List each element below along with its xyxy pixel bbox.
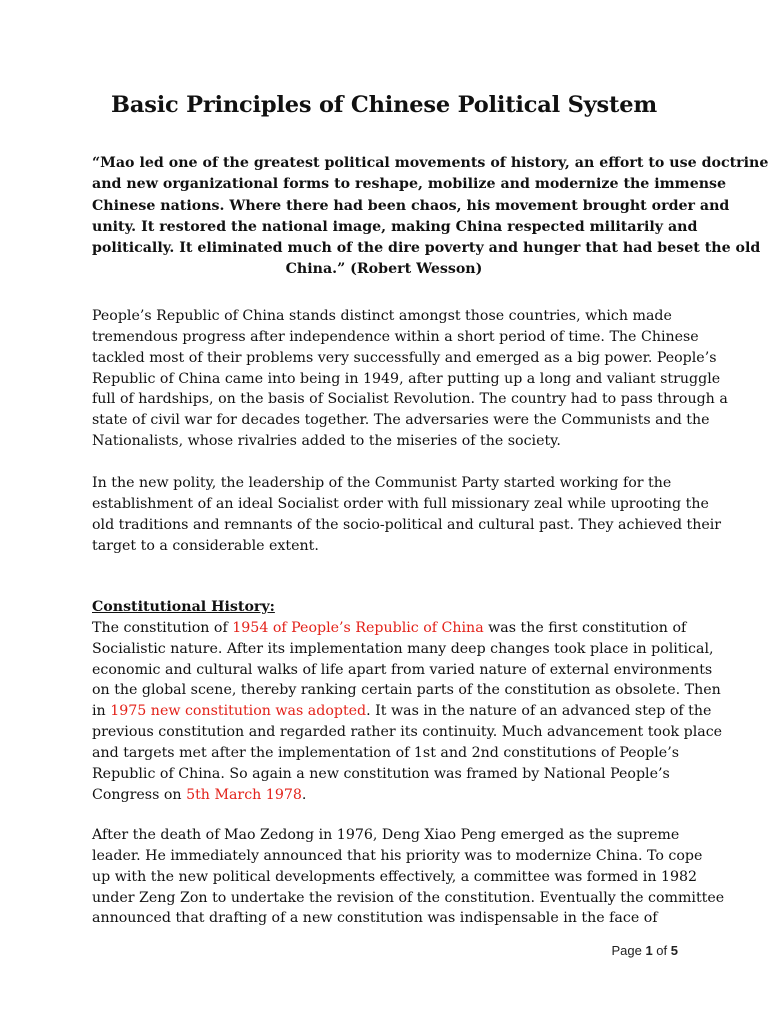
quote-line: “Mao led one of the greatest political movements of history, an effort to use doctrine <box>92 155 768 171</box>
quote-line: Chinese nations. Where there had been chaos, his movement brought order and <box>92 197 730 214</box>
text-line: The constitution of 1954 of People’s Republic of China was the first constitution of <box>92 619 687 636</box>
text-line: on the global scene, thereby ranking certain parts of the constitution as obsolete. Then <box>92 682 721 699</box>
text-line: under Zeng Zon to undertake the revision of the constitution. Eventually the committee <box>92 889 725 906</box>
text-line: state of civil war for decades together. The adversaries were the Communists and the <box>92 412 710 429</box>
text-line: leader. He immediately announced that his priority was to modernize China. To cope <box>92 847 703 864</box>
text-line: Congress on 5th March 1978. <box>92 786 307 803</box>
paragraph-intro <box>92 306 728 452</box>
page-title: Basic Principles of Chinese Political System <box>111 92 657 118</box>
text-line: previous constitution and regarded rather its continuity. Much advancement took place <box>92 724 723 741</box>
text-line: up with the new political developments effectively, a committee was formed in 1982 <box>92 868 698 885</box>
text-line: tackled most of their problems very successfully and emerged as a big power. People’s <box>92 349 717 366</box>
highlight-text: 1975 new constitution was adopted <box>110 703 367 720</box>
highlight-text: 1954 of People’s Republic of China <box>232 619 484 636</box>
epigraph-quote <box>92 153 768 281</box>
quote-line: and new organizational forms to reshape, mobilize and modernize the immense <box>92 176 727 193</box>
quote-line: China.” (Robert Wesson) <box>285 261 483 278</box>
text-line: After the death of Mao Zedong in 1976, Deng Xiao Peng emerged as the supreme <box>92 827 680 843</box>
quote-line: politically. It eliminated much of the dire poverty and hunger that had beset the old <box>92 240 761 257</box>
text-line: Nationalists, whose rivalries added to the miseries of the society. <box>92 433 561 450</box>
text-line: announced that drafting of a new constitution was indispensable in the face of <box>92 910 658 927</box>
paragraph-new-polity <box>92 473 722 556</box>
text-line: Socialistic nature. After its implementation many deep changes took place in political, <box>92 640 714 657</box>
text-line: People’s Republic of China stands distinct amongst those countries, which made <box>92 308 672 324</box>
page-number: Page 1 of 5 <box>611 943 678 958</box>
text-line: economic and cultural walks of life apart from varied nature of external environments <box>92 661 713 678</box>
text-line: establishment of an ideal Socialist order with full missionary zeal while uprooting the <box>92 495 709 512</box>
section-constitutional-history <box>92 597 723 805</box>
text-line: Republic of China. So again a new constitution was framed by National People’s <box>92 765 670 782</box>
text-line: target to a considerable extent. <box>92 537 319 554</box>
text-line: Republic of China came into being in 1949, after putting up a long and valiant struggle <box>92 370 721 387</box>
text-line: full of hardships, on the basis of Socialist Revolution. The country had to pass through a <box>92 391 728 408</box>
text-line: old traditions and remnants of the socio-political and cultural past. They achieved their <box>92 516 722 533</box>
quote-line: unity. It restored the national image, making China respected militarily and <box>92 218 698 235</box>
text-line: and targets met after the implementation of 1st and 2nd constitutions of People’s <box>92 744 679 761</box>
text-line: tremendous progress after independence within a short period of time. The Chinese <box>92 328 699 345</box>
highlight-text: 5th March 1978 <box>186 786 302 803</box>
text-line: In the new polity, the leadership of the Communist Party started working for the <box>92 475 672 491</box>
section-heading: Constitutional History: <box>92 599 275 615</box>
paragraph-deng-xiao-peng <box>92 825 725 929</box>
text-line: in 1975 new constitution was adopted. It was in the nature of an advanced step of the <box>92 703 712 720</box>
